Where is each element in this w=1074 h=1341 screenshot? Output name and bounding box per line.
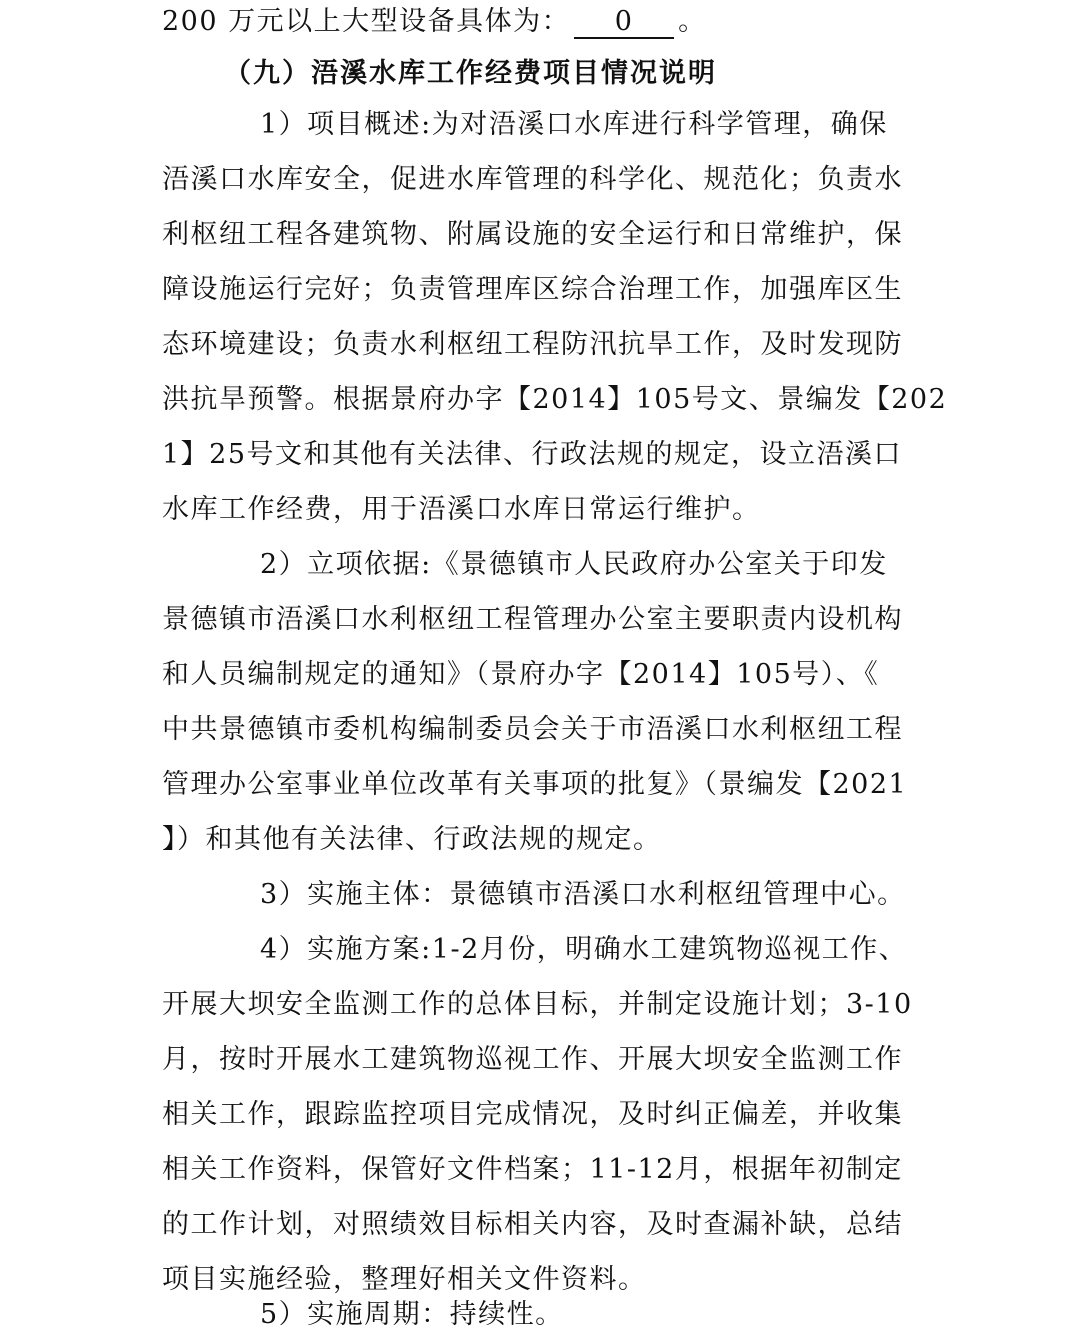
paragraph-line: 相关工作资料，保管好文件档案；11-12月，根据年初制定 xyxy=(162,1154,903,1185)
paragraph-line: 4）实施方案:1-2月份，明确水工建筑物巡视工作、 xyxy=(260,934,908,965)
equipment-suffix: 。 xyxy=(678,6,707,37)
paragraph-line: 3）实施主体：景德镇市浯溪口水利枢纽管理中心。 xyxy=(260,879,906,910)
paragraph-line: 2）立项依据:《景德镇市人民政府办公室关于印发 xyxy=(260,549,888,580)
paragraph-line: 1）项目概述:为对浯溪口水库进行科学管理，确保 xyxy=(260,109,888,140)
paragraph-line: 1】25号文和其他有关法律、行政法规的规定，设立浯溪口 xyxy=(162,439,903,470)
paragraph-line: 的工作计划，对照绩效目标相关内容，及时查漏补缺，总结 xyxy=(162,1209,903,1240)
paragraph-line: 月，按时开展水工建筑物巡视工作、开展大坝安全监测工作 xyxy=(162,1044,903,1075)
paragraph-line: 】）和其他有关法律、行政法规的规定。 xyxy=(162,824,662,855)
paragraph-line: 洪抗旱预警。根据景府办字【2014】105号文、景编发【202 xyxy=(162,384,948,415)
paragraph-line: 5）实施周期：持续性。 xyxy=(260,1299,564,1330)
paragraph-line: 浯溪口水库安全，促进水库管理的科学化、规范化；负责水 xyxy=(162,164,903,195)
paragraph-line: 景德镇市浯溪口水利枢纽工程管理办公室主要职责内设机构 xyxy=(162,604,903,635)
paragraph-line: 中共景德镇市委机构编制委员会关于市浯溪口水利枢纽工程 xyxy=(162,714,903,745)
equipment-value: 0 xyxy=(574,7,674,39)
paragraph-line: 管理办公室事业单位改革有关事项的批复》（景编发【2021 xyxy=(162,769,908,800)
section-title: （九）浯溪水库工作经费项目情况说明 xyxy=(224,58,717,89)
equipment-line xyxy=(162,0,922,44)
paragraph-line: 和人员编制规定的通知》（景府办字【2014】105号）、《 xyxy=(162,659,880,690)
paragraph-line: 项目实施经验，整理好相关文件资料。 xyxy=(162,1264,647,1295)
paragraph-line: 相关工作，跟踪监控项目完成情况，及时纠正偏差，并收集 xyxy=(162,1099,903,1130)
paragraph-line: 障设施运行完好；负责管理库区综合治理工作，加强库区生 xyxy=(162,274,903,305)
paragraph-line: 态环境建设；负责水利枢纽工程防汛抗旱工作，及时发现防 xyxy=(162,329,903,360)
equipment-label: 200 万元以上大型设备具体为： xyxy=(162,6,571,37)
paragraph-line: 水库工作经费，用于浯溪口水库日常运行维护。 xyxy=(162,494,761,525)
paragraph-line: 利枢纽工程各建筑物、附属设施的安全运行和日常维护，保 xyxy=(162,219,903,250)
paragraph-line: 开展大坝安全监测工作的总体目标，并制定设施计划；3-10 xyxy=(162,989,913,1020)
